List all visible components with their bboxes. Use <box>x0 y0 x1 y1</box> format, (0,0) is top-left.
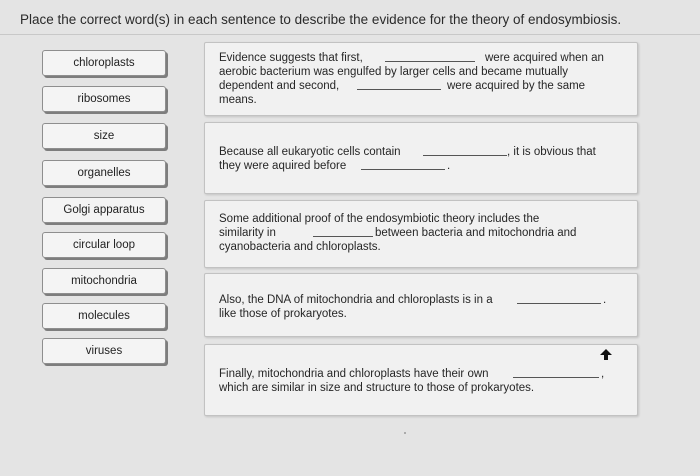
drop-blank-1a[interactable] <box>385 61 475 62</box>
drop-blank-2a[interactable] <box>423 155 507 156</box>
instruction-text: Place the correct word(s) in each sentence to describe the evidence for the theory of endosymbiosis. <box>20 12 622 27</box>
sentence-text: Some additional proof of the endosymbiotic theory includes the <box>219 213 540 225</box>
sentence-box-5 <box>204 344 638 416</box>
drop-blank-2b[interactable] <box>361 169 445 170</box>
drop-blank-1b[interactable] <box>357 89 441 90</box>
sentence-text: dependent and second, <box>219 80 340 92</box>
word-chip-mitochondria[interactable]: mitochondria <box>42 268 166 294</box>
sentence-text: . <box>603 294 607 306</box>
sentence-box-1 <box>204 42 638 116</box>
sentence-text: they were aquired before <box>219 160 347 172</box>
sentence-box-2 <box>204 122 638 194</box>
sentence-text: Because all eukaryotic cells contain <box>219 146 401 158</box>
drop-blank-3a[interactable] <box>313 236 373 237</box>
sentence-text: similarity in <box>219 227 276 239</box>
word-chip-size[interactable]: size <box>42 123 166 149</box>
sentence-text: Evidence suggests that first, <box>219 52 363 64</box>
word-chip-organelles[interactable]: organelles <box>42 160 166 186</box>
sentence-text: like those of prokaryotes. <box>219 308 347 320</box>
drop-blank-5a[interactable] <box>513 377 599 378</box>
header-divider <box>0 34 700 35</box>
sentence-text: cyanobacteria and chloroplasts. <box>219 241 381 253</box>
sentence-text: which are similar in size and structure to those of prokaryotes. <box>219 382 535 394</box>
sentence-text: between bacteria and mitochondria and <box>375 227 577 239</box>
sentence-text: were acquired when an <box>485 52 604 64</box>
drop-blank-4a[interactable] <box>517 303 601 304</box>
sentence-text: Also, the DNA of mitochondria and chloroplasts is in a <box>219 294 493 306</box>
sentence-box-4 <box>204 273 638 337</box>
mouse-pointer-icon <box>600 349 612 361</box>
word-chip-circular-loop[interactable]: circular loop <box>42 232 166 258</box>
sentence-text: means. <box>219 94 257 106</box>
word-chip-ribosomes[interactable]: ribosomes <box>42 86 166 112</box>
sentence-text: , <box>601 368 605 380</box>
sentence-text: Finally, mitochondria and chloroplasts have their own <box>219 368 489 380</box>
sentence-text: , it is obvious that <box>507 146 596 158</box>
sentence-text: . <box>447 160 451 172</box>
word-chip-viruses[interactable]: viruses <box>42 338 166 364</box>
word-chip-molecules[interactable]: molecules <box>42 303 166 329</box>
word-chip-chloroplasts[interactable]: chloroplasts <box>42 50 166 76</box>
word-chip-golgi-apparatus[interactable]: Golgi apparatus <box>42 197 166 223</box>
stray-dot <box>404 432 406 434</box>
sentence-box-3 <box>204 200 638 268</box>
sentence-text: were acquired by the same <box>447 80 586 92</box>
sentence-text: aerobic bacterium was engulfed by larger cells and became mutually <box>219 66 569 78</box>
